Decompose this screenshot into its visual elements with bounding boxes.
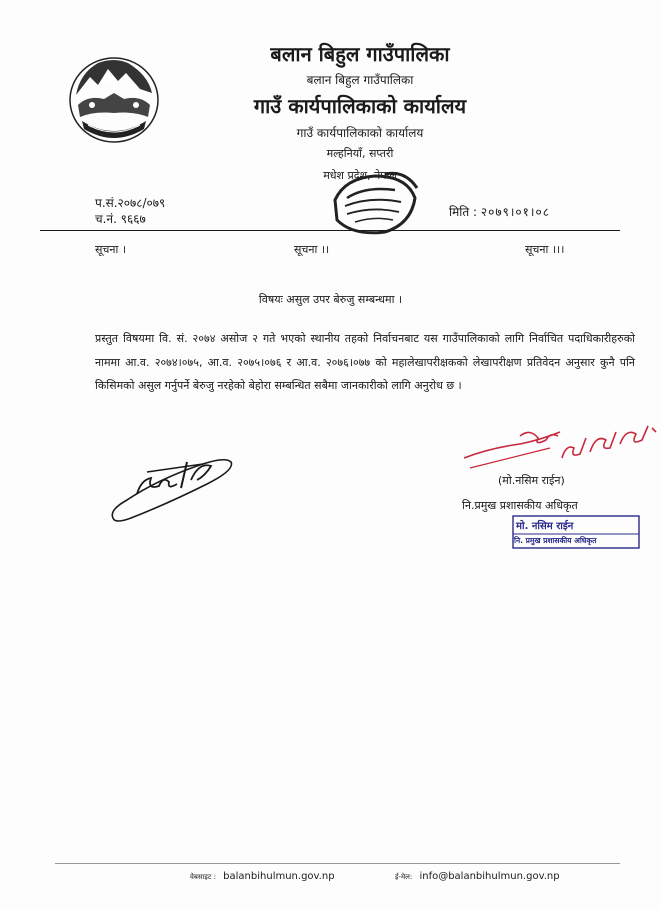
notice-label-3: सूचना ।।। bbox=[525, 243, 565, 256]
notice-label-1: सूचना । bbox=[95, 243, 127, 256]
footer-divider bbox=[55, 863, 620, 864]
nepal-emblem-icon bbox=[68, 55, 160, 145]
website-label: वेबसाइट : bbox=[190, 873, 216, 881]
seal-title: नि. प्रमुख प्रशासकीय अधिकृत bbox=[514, 536, 597, 545]
signatory-title: नि.प्रमुख प्रशासकीय अधिकृत bbox=[462, 499, 578, 512]
municipality-name: बलान बिहुल गाउँपालिका bbox=[270, 42, 450, 66]
signatory-name: (मो.नसिम राईन) bbox=[498, 474, 565, 487]
website-link[interactable]: balanbihulmun.gov.np bbox=[223, 871, 335, 882]
footer-email bbox=[395, 871, 560, 882]
date-label: मिति : bbox=[449, 205, 478, 219]
dispatch-number: च.नं. ९६६७ bbox=[95, 212, 146, 226]
municipality-name-secondary: बलान बिहुल गाउँपालिका bbox=[306, 73, 414, 87]
handwritten-signature-left-icon bbox=[107, 440, 237, 530]
notice-label-2: सूचना ।। bbox=[294, 243, 330, 256]
office-province: मधेश प्रदेश, नेपाल bbox=[323, 169, 397, 182]
office-location: मल्हनियाँ, सप्तरी bbox=[326, 147, 394, 160]
letter-body: प्रस्तुत विषयमा वि. सं. २०७४ असोज २ गते भएको स्थानीय तहको निर्वाचनबाट यस गाउँपालिकाको लागि निर्वाचित पदाधिकारीहरुको नाममा आ.व. २०७४।०७५, आ.व. २०७५।०७६ र आ.व. २०७६।०७७ को महालेखापरीक्षकको लेखापरीक्षण प्रतिवेदन अनुसार कुनै पनि किसिमको असुल गर्नुपर्ने बेरुजु नरहेको बेहोरा सम्बन्धित सबैमा जानकारीको लागि अनुरोध छ । bbox=[95, 332, 635, 392]
date-value: २०७९।०१।०८ bbox=[480, 205, 550, 219]
office-name-secondary: गाउँ कार्यपालिकाको कार्यालय bbox=[296, 126, 424, 140]
letter-date bbox=[449, 203, 550, 220]
office-name: गाउँ कार्यपालिकाको कार्यालय bbox=[253, 94, 467, 118]
letter-number: प.सं.२०७८/०७९ bbox=[95, 196, 166, 210]
email-label: ई-मेल: bbox=[395, 873, 413, 881]
email-link[interactable]: info@balanbihulmun.gov.np bbox=[419, 871, 560, 882]
footer-website bbox=[190, 871, 335, 882]
header-divider bbox=[40, 230, 620, 231]
letter-subject: विषयः असुल उपर बेरुजु सम्बन्धमा । bbox=[258, 293, 403, 306]
seal-name: मो. नसिम राईन bbox=[516, 521, 574, 532]
